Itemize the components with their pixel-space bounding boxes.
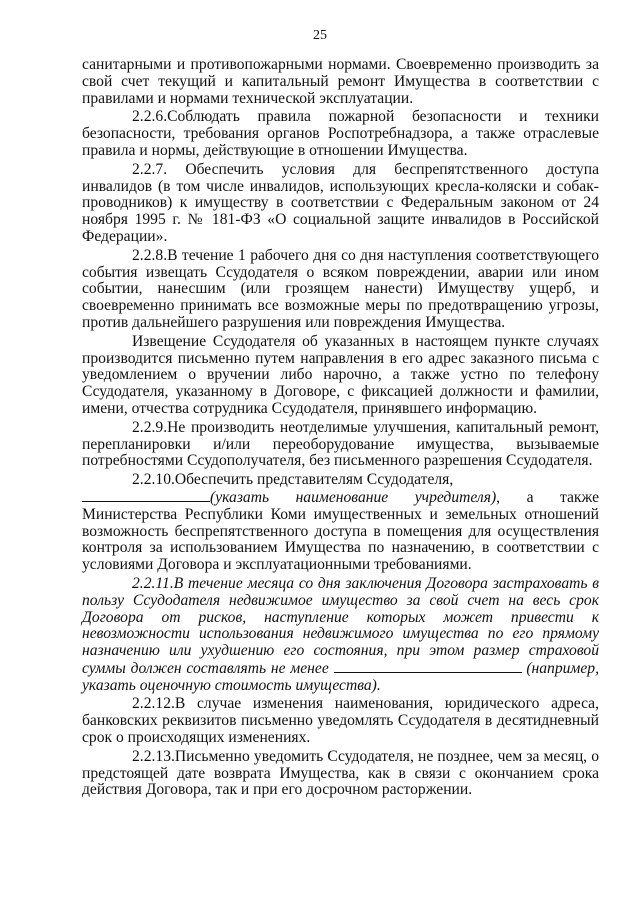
paragraph-2-2-12: 2.2.12.В случае изменения наименования, юридического адреса, банковских реквизитов письменно уведомлять Ссудодателя в десятидневный срок о происходящих изменениях.	[82, 695, 599, 747]
paragraph-2-2-8: 2.2.8.В течение 1 рабочего дня со дня наступления соответствующего события извещать Ссудодателя о всяком повреждении, аварии или ином событии, нанесшим (или грозящем нанести) Имуществу ущерб, и своевременно принимать все возможные меры по предотвращению угрозы, против дальнейшего разрушения или повреждения Имущества.	[82, 246, 599, 331]
p10-start: 2.2.10.Обеспечить представителям Ссудодателя,	[132, 471, 454, 489]
p11-text: 2.2.11.В течение месяца со дня заключения Договора застраховать в пользу Ссудодателя недвижимое имущество за свой счет на весь срок Договора от рисков, наступление которых может привести к невозможности использования недвижимого имущества по его прямому назначению или ухудшению его состояния, при этом размер страховой суммы должен составлять не менее	[82, 574, 599, 677]
p10-rest: , а также Министерства Республики Коми имущественных и земельных отношений возможность беспрепятственного доступа в помещения для осуществления контроля за использованием Имущества по назначению, в соответствии с условиями Договора и эксплуатационными требованиями.	[82, 488, 599, 574]
paragraph-2-2-6: 2.2.6.Соблюдать правила пожарной безопасности и техники безопасности, требования органов Роспотребнадзора, а также отраслевые правила и нормы, действующие в отношении Имущества.	[82, 108, 599, 159]
blank-line-insurance-sum	[334, 660, 522, 673]
p10-hint: (указать наименование учредителя)	[210, 488, 497, 506]
p11-tail: (например, указать оценочную стоимость имущества).	[82, 659, 599, 694]
page-number: 25	[313, 28, 327, 43]
paragraph-2-2-10	[82, 472, 599, 574]
paragraph-2-2-11	[82, 576, 599, 695]
document-body	[82, 57, 599, 799]
paragraph-2-2-7: 2.2.7. Обеспечить условия для беспрепятственного доступа инвалидов (в том числе инвалидов, использующих кресла-коляски и собак-проводников) к имуществу в соответствии с Федеральным законом от 24 ноября 1995 г. № 181-ФЗ «О социальной защите инвалидов в Российской Федерации».	[82, 160, 599, 245]
paragraph-notification: Извещение Ссудодателя об указанных в настоящем пункте случаях производится письменно путем направления в его адрес заказного письма с уведомлением о вручении либо нарочно, а также устно по телефону Ссудодателя, указанному в Договоре, с фиксацией должности и фамилии, имени, отчества сотрудника Ссудодателя, принявшего информацию.	[82, 332, 599, 417]
blank-line-founder	[82, 489, 210, 502]
paragraph-2-2-13: 2.2.13.Письменно уведомить Ссудодателя, не позднее, чем за месяц, о предстоящей дате возврата Имущества, как в связи с окончанием срока действия Договора, так и при его досрочном расторжении.	[82, 747, 599, 799]
paragraph-sanitary: санитарными и противопожарными нормами. Своевременно производить за свой счет текущий и капитальный ремонт Имущества в соответствии с правилами и нормами технической эксплуатации.	[82, 56, 599, 107]
paragraph-2-2-9: 2.2.9.Не производить неотделимые улучшения, капитальный ремонт, перепланировки и/или переоборудование имущества, вызываемые потребностями Ссудополучателя, без письменного разрешения Ссудодателя.	[82, 418, 599, 470]
